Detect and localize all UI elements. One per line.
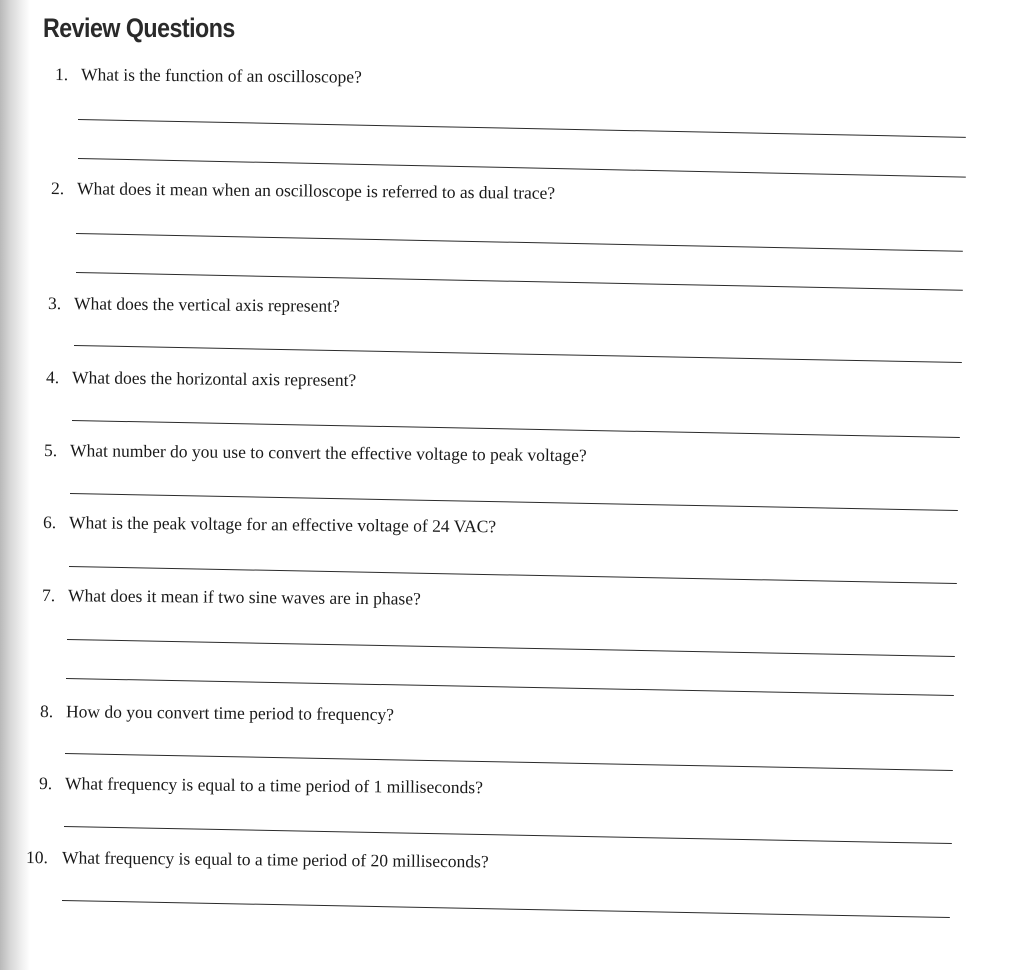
question-text: How do you convert time period to frequency? — [65, 701, 395, 725]
answer-line[interactable] — [69, 566, 957, 584]
question-number: 10. — [25, 847, 48, 868]
question-7 — [42, 585, 421, 610]
question-text: What number do you use to convert the effective voltage to peak voltage? — [69, 440, 587, 466]
question-4 — [46, 367, 356, 391]
question-8 — [40, 701, 394, 725]
page-title: Review Questions — [43, 13, 235, 43]
answer-line[interactable] — [72, 420, 960, 438]
question-9 — [39, 773, 483, 798]
question-number: 2. — [50, 178, 65, 199]
answer-line[interactable] — [76, 272, 963, 291]
question-text: What is the peak voltage for an effective voltage of 24 VAC? — [68, 512, 497, 537]
question-number: 6. — [42, 512, 57, 533]
question-text: What is the function of an oscilloscope? — [80, 64, 362, 87]
question-number: 8. — [39, 701, 54, 722]
question-text: What does it mean when an oscilloscope is referred to as dual trace? — [76, 178, 556, 203]
answer-line[interactable] — [67, 639, 955, 657]
answer-line[interactable] — [78, 158, 966, 178]
question-text: What frequency is equal to a time period of 1 milliseconds? — [64, 773, 484, 798]
question-number: 7. — [41, 585, 56, 606]
question-text: What does the vertical axis represent? — [73, 293, 340, 316]
answer-line[interactable] — [65, 753, 953, 771]
question-5 — [44, 440, 587, 466]
question-10 — [26, 847, 489, 872]
question-number: 4. — [45, 367, 60, 388]
question-number: 9. — [38, 773, 53, 794]
answer-line[interactable] — [70, 493, 958, 511]
question-1 — [55, 64, 362, 88]
question-text: What does the horizontal axis represent? — [71, 367, 357, 390]
question-text: What does it mean if two sine waves are in phase? — [67, 585, 421, 609]
question-number: 5. — [43, 440, 58, 461]
question-text: What frequency is equal to a time period of 20 milliseconds? — [61, 847, 489, 872]
answer-line[interactable] — [78, 119, 966, 138]
question-number: 3. — [47, 293, 62, 314]
answer-line[interactable] — [66, 678, 954, 696]
question-number: 1. — [54, 64, 69, 85]
question-2 — [51, 178, 555, 204]
answer-line[interactable] — [74, 345, 962, 363]
question-3 — [48, 293, 340, 317]
answer-line[interactable] — [62, 900, 950, 918]
question-6 — [43, 512, 496, 537]
answer-line[interactable] — [76, 233, 963, 252]
answer-line[interactable] — [64, 826, 952, 844]
